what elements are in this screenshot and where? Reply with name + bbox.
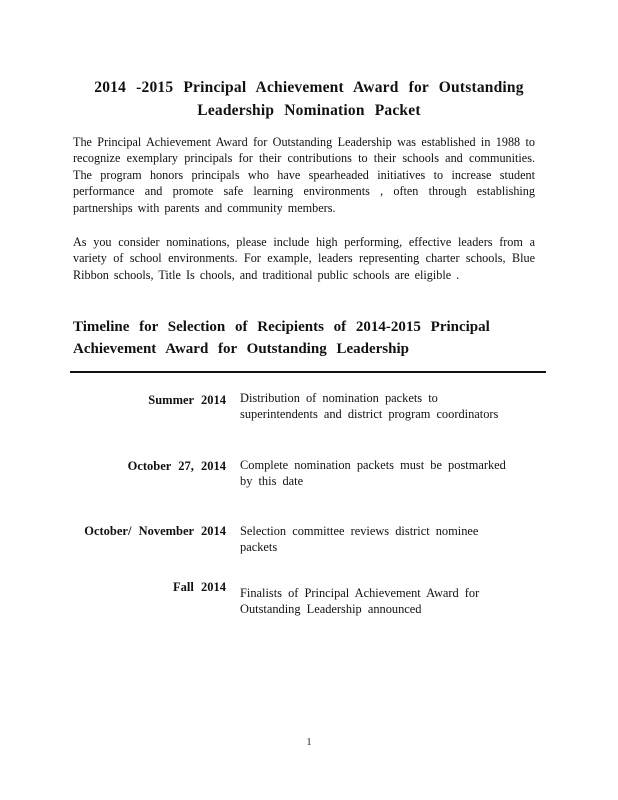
page-number: 1 <box>306 737 312 748</box>
timeline-date: October/ November 2014 <box>84 524 226 538</box>
timeline-description: Distribution of nomination packets to superintendents and district program coordinators <box>240 391 499 422</box>
document-title: 2014 -2015 Principal Achievement Award for Outstanding Leadership Nomination Packet <box>94 79 524 119</box>
timeline-date: October 27, 2014 <box>127 459 226 473</box>
timeline-description: Finalists of Principal Achievement Award for Outstanding Leadership announced <box>240 586 480 617</box>
section-divider <box>70 371 546 373</box>
timeline-description: Complete nomination packets must be postmarked by this date <box>240 458 506 489</box>
timeline-date: Fall 2014 <box>173 580 226 594</box>
nominations-paragraph: As you consider nominations, please include high performing, effective leaders from a variety of school environments. For example, leaders representing charter schools, Blue Ribbon schools, Title Is chools, and traditional public schools are eligible . <box>73 235 535 282</box>
timeline-description: Selection committee reviews district nominee packets <box>240 524 479 555</box>
intro-paragraph: The Principal Achievement Award for Outstanding Leadership was established in 1988 to recognize exemplary principals for their contributions to their schools and communities. The program honors principals who have spearheaded initiatives to increase student performance and promote safe learning environments , often through establishing partnerships with parents and community members. <box>73 135 535 215</box>
timeline-date: Summer 2014 <box>148 393 226 407</box>
timeline-heading: Timeline for Selection of Recipients of 2014-2015 Principal Achievement Award for Outstanding Leadership <box>73 319 490 357</box>
